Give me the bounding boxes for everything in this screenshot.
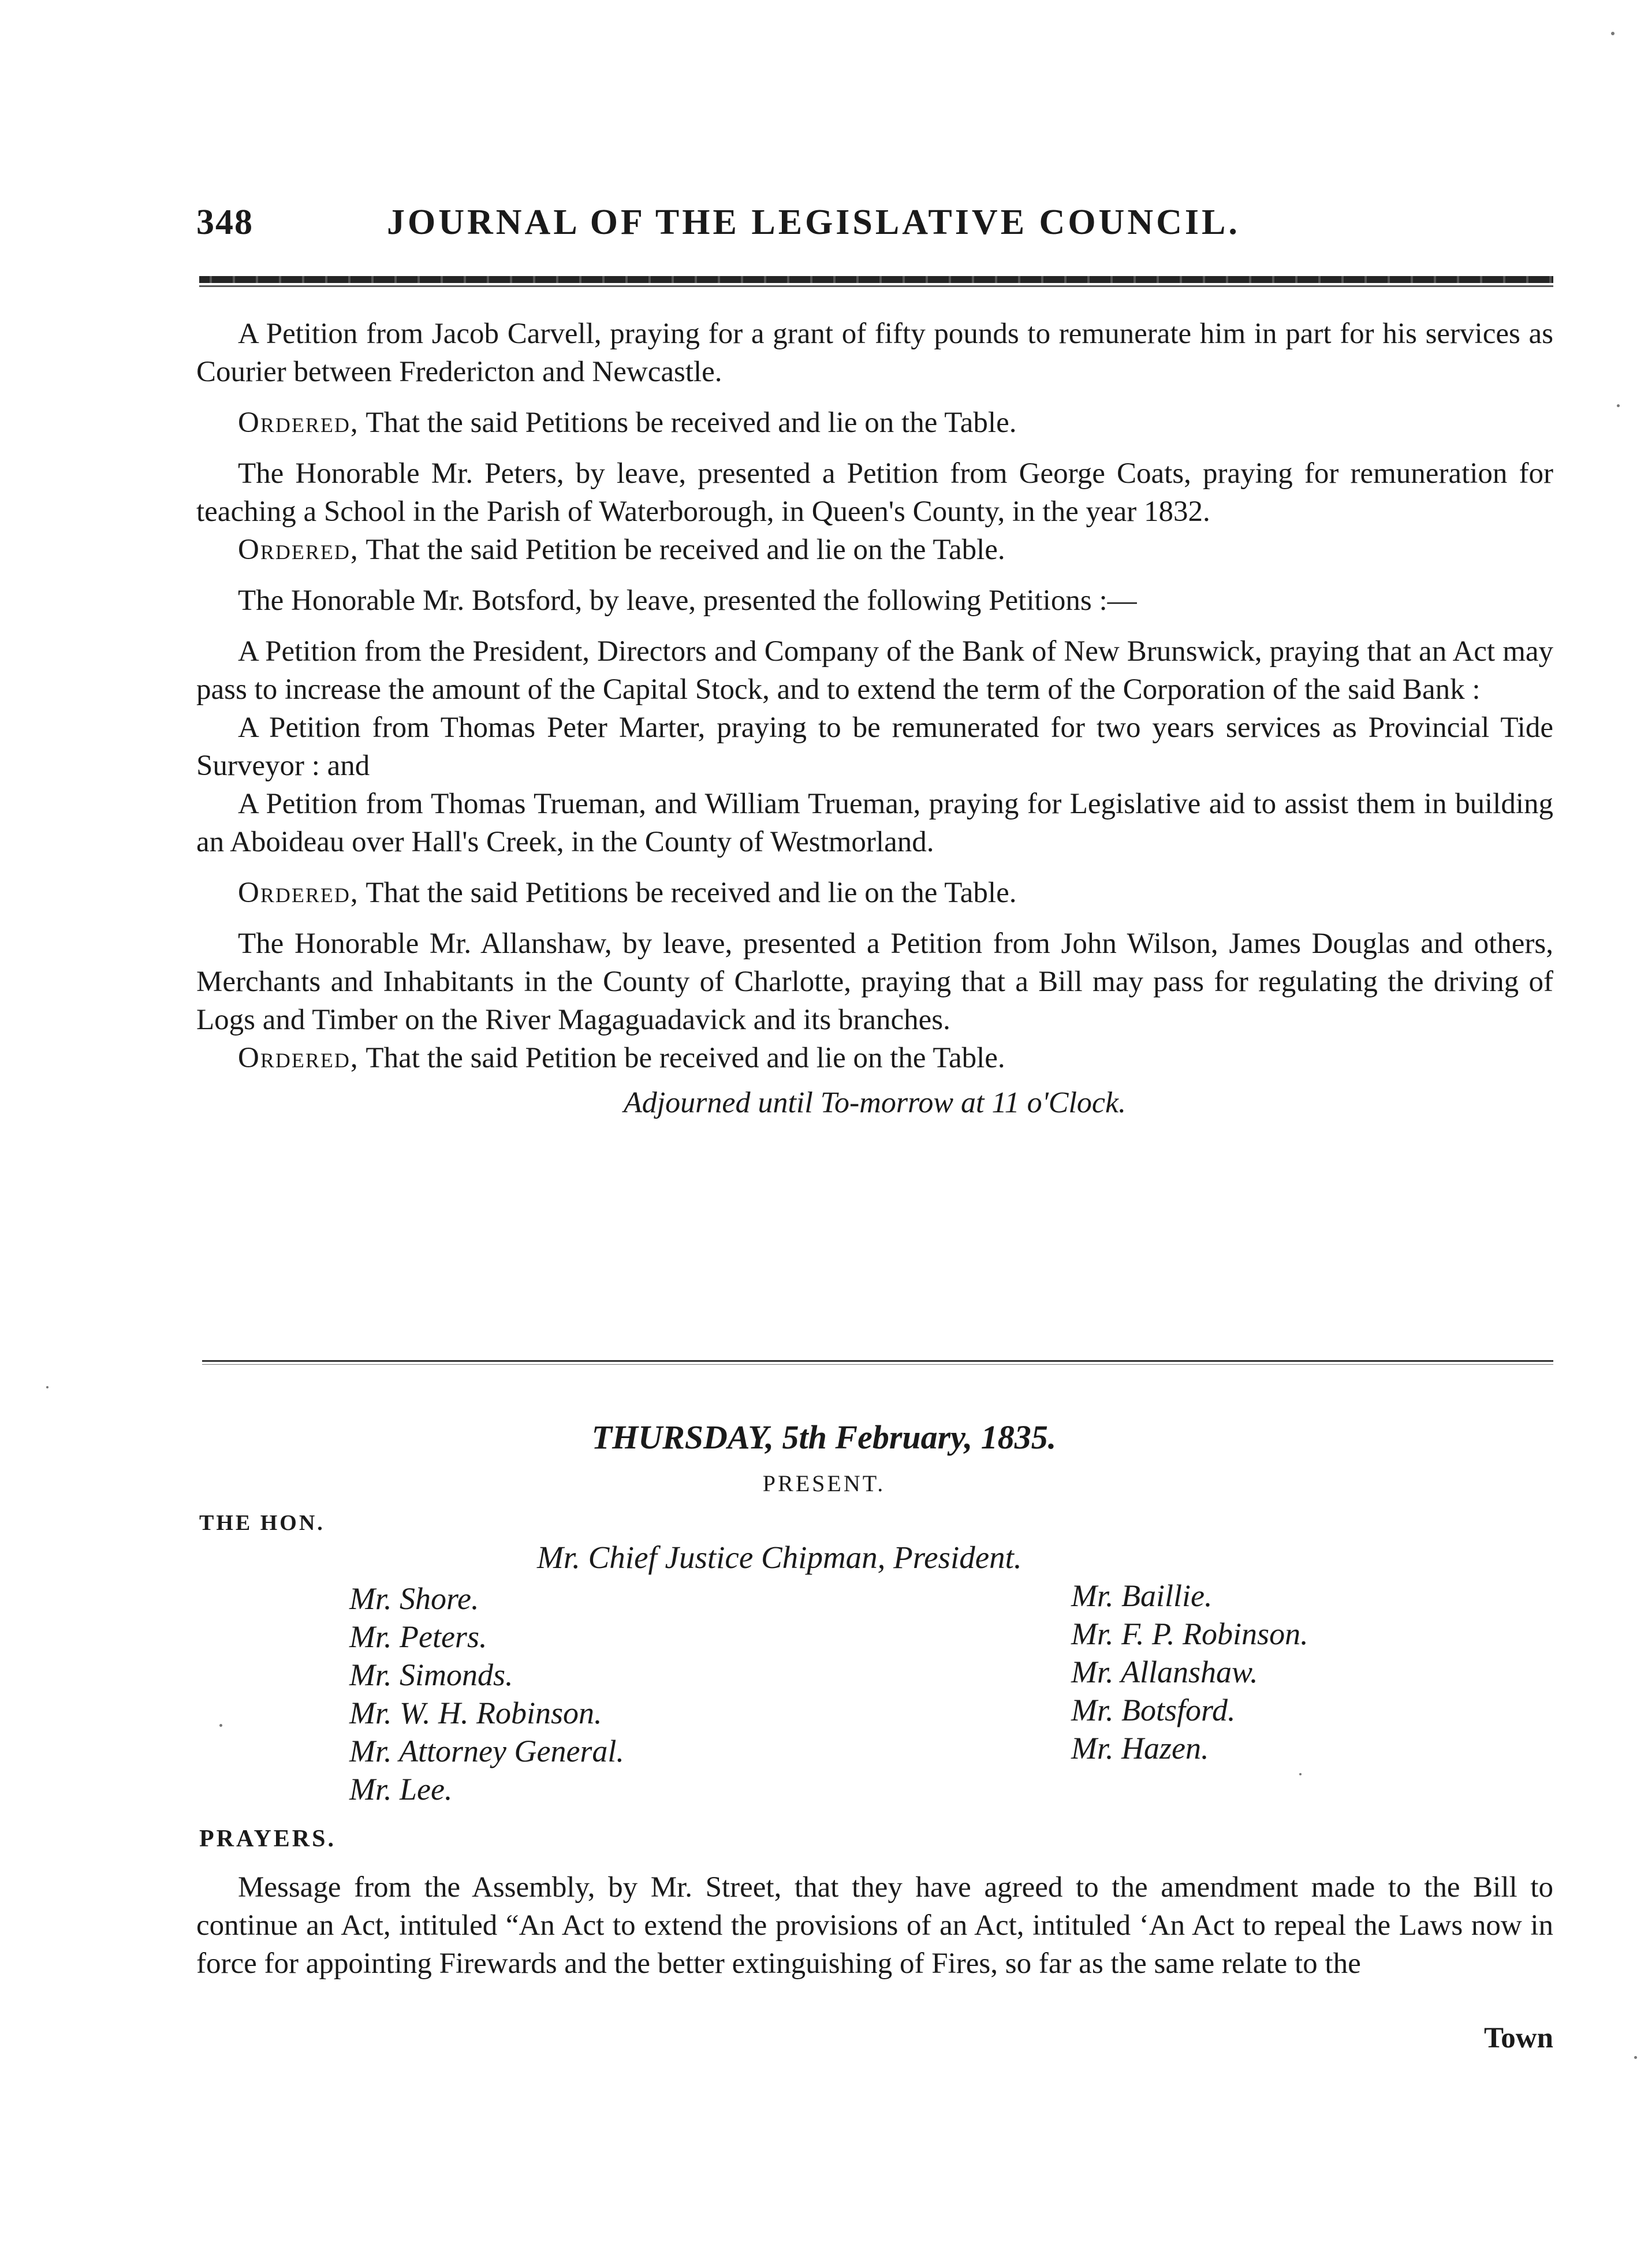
adjournment-line: Adjourned until To-morrow at 11 o'Clock. bbox=[623, 1086, 1127, 1119]
member-name: Mr. Lee. bbox=[349, 1772, 453, 1807]
paragraph-text: That the said Petition be received and lie on the Table. bbox=[359, 1042, 1005, 1074]
paragraph-text: That the said Petitions be received and lie on the Table. bbox=[359, 407, 1017, 439]
paragraph bbox=[196, 925, 1553, 1039]
paper-speck bbox=[219, 1724, 222, 1727]
paragraph bbox=[196, 709, 1553, 785]
member-name: Mr. Allanshaw. bbox=[1071, 1655, 1258, 1689]
paragraph-lead: Ordered, bbox=[238, 534, 359, 566]
running-title: JOURNAL OF THE LEGISLATIVE COUNCIL. bbox=[387, 203, 1240, 242]
header-rule-thin bbox=[199, 285, 1553, 287]
section-divider-thin bbox=[202, 1364, 1553, 1365]
paragraph bbox=[196, 632, 1553, 709]
member-name: Mr. Simonds. bbox=[349, 1658, 513, 1692]
header-rule bbox=[199, 276, 1553, 283]
member-name: Mr. Hazen. bbox=[1071, 1731, 1209, 1766]
paragraph-text: A Petition from Thomas Peter Marter, praying to be remunerated for two years services as Provincial Tide Surveyor : and bbox=[196, 712, 1553, 782]
paper-speck bbox=[1299, 1773, 1302, 1775]
paragraph bbox=[196, 404, 1553, 442]
paragraph-text: A Petition from the President, Directors and Company of the Bank of New Brunswick, praying that an Act may pass to increase the amount of the Capital Stock, and to extend the term of the Corporation of the said Bank : bbox=[196, 635, 1553, 706]
section-divider bbox=[202, 1360, 1553, 1362]
president-line: Mr. Chief Justice Chipman, President. bbox=[537, 1540, 1022, 1575]
present-label: PRESENT. bbox=[762, 1470, 886, 1496]
paragraph-text: A Petition from Thomas Trueman, and William Trueman, praying for Legislative aid to assist them in building an Aboideau over Hall's Creek, in the County of Westmorland. bbox=[196, 788, 1553, 858]
member-name: Mr. F. P. Robinson. bbox=[1071, 1617, 1308, 1651]
catchword: Town bbox=[1483, 2022, 1553, 2054]
paragraph-lead: Ordered, bbox=[238, 407, 359, 439]
paragraph bbox=[196, 874, 1553, 912]
paragraph bbox=[196, 1039, 1553, 1077]
paragraph-text: A Petition from Jacob Carvell, praying for a grant of fifty pounds to remunerate him in part for his services as Courier between Fredericton and Newcastle. bbox=[196, 318, 1553, 388]
member-name: Mr. W. H. Robinson. bbox=[349, 1696, 602, 1730]
paragraph bbox=[196, 582, 1553, 620]
paragraph-lead: Ordered, bbox=[238, 877, 359, 909]
paragraph bbox=[196, 315, 1553, 391]
paragraph-lead: Ordered, bbox=[238, 1042, 359, 1074]
paragraph bbox=[196, 785, 1553, 861]
member-name: Mr. Baillie. bbox=[1071, 1578, 1213, 1613]
paragraph-text: That the said Petitions be received and lie on the Table. bbox=[359, 877, 1017, 909]
member-name: Mr. Shore. bbox=[349, 1581, 479, 1616]
member-name: Mr. Attorney General. bbox=[349, 1734, 624, 1768]
paper-speck bbox=[46, 1386, 49, 1388]
paragraph-text: The Honorable Mr. Peters, by leave, presented a Petition from George Coats, praying for remuneration for teaching a School in the Parish of Waterborough, in Queen's County, in the year 1832. bbox=[196, 457, 1553, 528]
paper-speck bbox=[1634, 2056, 1637, 2059]
members-left-column bbox=[349, 1580, 624, 1808]
page-number: 348 bbox=[196, 203, 253, 242]
page-header bbox=[196, 202, 1553, 266]
proceedings-text bbox=[196, 315, 1553, 1135]
member-name: Mr. Peters. bbox=[349, 1619, 487, 1654]
paragraph-text: The Honorable Mr. Botsford, by leave, presented the following Petitions :— bbox=[238, 584, 1137, 617]
prayers-label: PRAYERS. bbox=[199, 1826, 336, 1852]
members-right-column bbox=[1071, 1577, 1308, 1767]
the-hon-label: THE HON. bbox=[199, 1511, 325, 1535]
member-name: Mr. Botsford. bbox=[1071, 1693, 1236, 1727]
paper-speck bbox=[1617, 404, 1620, 407]
session-date-heading: THURSDAY, 5th February, 1835. bbox=[591, 1418, 1057, 1456]
paragraph bbox=[196, 455, 1553, 531]
assembly-message: Message from the Assembly, by Mr. Street, that they have agreed to the amendment made to the Bill to continue an Act, intituled “An Act to extend the provisions of an Act, intituled ‘An Act to repeal the Laws now in force for appointing Firewards and the better extinguishing of Fires, so far as the same relate to the bbox=[196, 1871, 1553, 1980]
paper-speck bbox=[1611, 32, 1615, 35]
paragraph-text: The Honorable Mr. Allanshaw, by leave, presented a Petition from John Wilson, James Douglas and others, Merchants and Inhabitants in the County of Charlotte, praying that a Bill may pass for regulating the driving of Logs and Timber on the River Magaguadavick and its branches. bbox=[196, 928, 1553, 1036]
paragraph bbox=[196, 531, 1553, 569]
paragraph-text: That the said Petition be received and lie on the Table. bbox=[359, 534, 1005, 566]
